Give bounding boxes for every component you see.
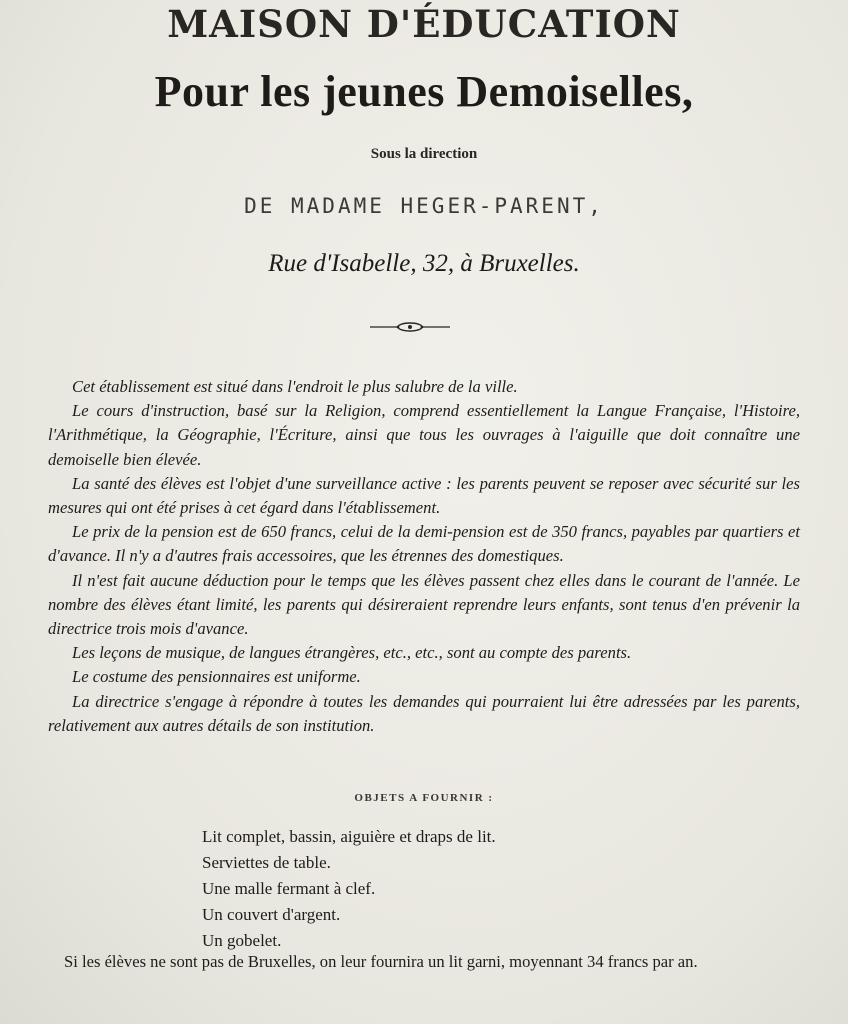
list-item: Un couvert d'argent.: [202, 905, 341, 924]
ornament-divider-icon: [368, 320, 452, 334]
objets-heading: OBJETS A FOURNIR :: [354, 792, 494, 804]
paragraph-costume: Le costume des pensionnaires est uniforme.: [72, 667, 361, 687]
paragraph-instruction: Le cours d'instruction, basé sur la Religion, comprend essentiellement la Langue Française, l'Histoire, l'Arithmétique, la Géographie, l'Écriture, ainsi que tous les ouvrages à l'aiguille que doit connaître une demoiselle bien élevée.: [48, 401, 800, 469]
main-body: [48, 375, 800, 738]
document-subtitle: Pour les jeunes Demoiselles,: [154, 67, 694, 116]
paragraph-price: Le prix de la pension est de 650 francs, celui de la demi-pension est de 350 francs, payables par quartiers et d'avance. Il n'y a d'autres frais accessoires, que les étrennes des domestiques.: [48, 522, 800, 566]
direction-line: Sous la direction: [370, 146, 478, 162]
list-item: Lit complet, bassin, aiguière et draps de lit.: [202, 827, 496, 846]
objets-list: [202, 824, 722, 954]
paragraph-location: Cet établissement est situé dans l'endroit le plus salubre de la ville.: [72, 377, 518, 396]
list-item: Serviettes de table.: [202, 853, 331, 872]
footer-note: [46, 950, 800, 974]
list-item: Une malle fermant à clef.: [202, 879, 376, 898]
footer-text: Si les élèves ne sont pas de Bruxelles, on leur fournira un lit garni, moyennant 34 francs par an.: [64, 952, 698, 971]
directress-name: DE MADAME HEGER-PARENT,: [244, 194, 604, 218]
paragraph-directrice: La directrice s'engage à répondre à toutes les demandes qui pourraient lui être adressées par les parents, relativement aux autres détails de son institution.: [48, 691, 800, 735]
paragraph-health: La santé des élèves est l'objet d'une surveillance active : les parents peuvent se reposer avec sécurité sur les mesures qui ont été prises à cet égard dans l'établissement.: [48, 473, 800, 518]
document-title: MAISON D'ÉDUCATION: [167, 2, 681, 46]
list-item: Un gobelet.: [202, 931, 282, 950]
paragraph-deduction: Il n'est fait aucune déduction pour le temps que les élèves passent chez elles dans le courant de l'année. Le nombre des élèves étant limité, les parents qui désireraient reprendre leurs enfants, sont tenus d'en prévenir la directrice trois mois d'avance.: [48, 570, 800, 639]
address-line: Rue d'Isabelle, 32, à Bruxelles.: [268, 250, 580, 277]
paragraph-lessons: Les leçons de musique, de langues étrangères, etc., etc., sont au compte des parents.: [72, 643, 632, 663]
